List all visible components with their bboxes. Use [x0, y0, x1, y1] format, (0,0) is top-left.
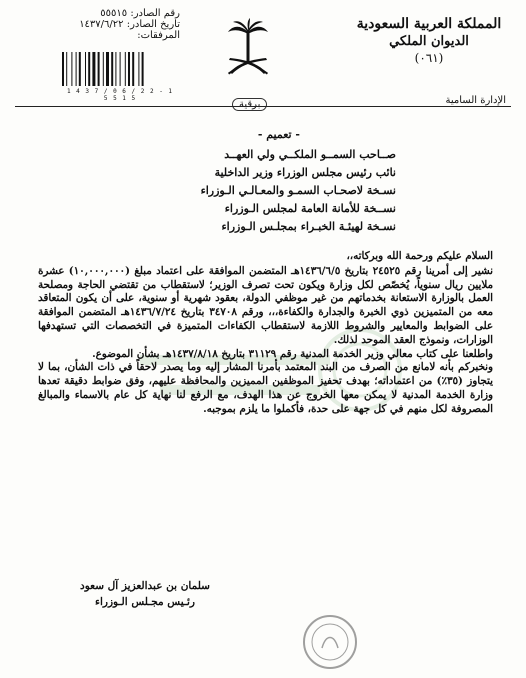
header-divider: [15, 106, 511, 107]
signature-block: [60, 578, 230, 610]
attachments-row: المرفقات:: [137, 30, 180, 41]
addressee-line: نائب رئيس مجلس الوزراء وزير الداخلية: [214, 166, 396, 179]
circular-label: - تعميم -: [257, 128, 300, 141]
attachments-label: المرفقات: [140, 30, 180, 41]
reference-number-label: رقم الصادر: [133, 8, 180, 19]
reference-date-row: تاريخ الصادر: ١٤٣٧/٦/٢٢: [79, 19, 180, 30]
barcode-icon: [60, 52, 178, 86]
greeting: السلام عليكم ورحمة الله وبركاته،،: [346, 250, 493, 262]
department-name: الإدارة السامية: [445, 95, 506, 106]
reference-block: [50, 8, 180, 41]
reference-date-label: تاريخ الصادر: [130, 19, 180, 30]
body-paragraph: نشير إلى أمرينا رقم ٢٤٥٢٥ بتاريخ ١٤٣٦/٦/٥هـ المتضمن الموافقة على اعتماد مبلغ (١٠,٠٠٠,٠٠٠) عشرة ملايين ريال سنوياً، يُخصّص لكل وزارة ويكون تحت تصرف الوزير؛ لاستقطاب من تقتضي الحاجة ومصلحة العمل بالوزارة الاستعانة بخدماتهم من غير موظفي الدولة، بعقود شهرية أو سنوية، على أن يكون المتعاقد معه من المتميزين ذوي الخبرة والجدارة والكفاءة،،، ورقم ٣٤٧٠٨ بتاريخ ١٤٣٦/٧/٢٤هـ المتضمن الموافقة على الضوابط والمعايير والشروط اللازمة لاستقطاب الكفاءات المتميزة في التخصصات التي تستهدفها الوزارات، ونموذج العقد الموحد لذلك.: [38, 264, 494, 346]
reference-number-row: رقم الصادر: ٥٥٥١٥: [100, 8, 180, 19]
kingdom-name: المملكة العربية السعودية: [356, 16, 502, 32]
saudi-emblem-icon: [226, 18, 270, 80]
office-code: (٠٦١): [414, 51, 444, 65]
body-paragraph: واطلعنا على كتاب معالي وزير الخدمة المدنية رقم ٣١١٢٩ بتاريخ ١٤٣٧/٨/١٨هـ بشأن الموضوع.: [92, 347, 493, 360]
signatory-title: رئـيس مجـلس الـوزراء: [95, 596, 195, 608]
body-paragraph: ونخبركم بأنه لامانع من الصرف من البند المعتمد بأمرنا المشار إليه وما يصدر لاحقاً في ذات الشأن، بما لا يتجاوز (٣٥٪) من اعتماداته؛ بهدف تحفيز الموظفين المميزين والمحافظة عليهم، وفق ضوابط دقيقة تعدها وزارة الخدمة المدنية لا يمكن معها الخروج عن هذا الهدف، مع الرفع لنا نهاية كل عام بالاسماء والمبالغ المصروفة لكل منهم في كل جهة على حدة، فأكملوا ما يلزم بموجبه.: [38, 361, 493, 415]
seal-icon: [300, 612, 360, 672]
addressee-line: نســخة للأمانة العامة لمجلس الـوزراء: [224, 202, 396, 215]
letter-body: [38, 250, 493, 417]
letterhead-right: [354, 16, 504, 67]
reference-number-value: ٥٥٥١٥: [100, 8, 128, 19]
addressee-line: نسـخة لاصحـاب السمـو والمعـالـي الـوزراء: [200, 184, 396, 197]
barcode-digits: 1 4 3 7 / 0 6 / 2 2 - 1 5 5 1 5: [66, 88, 174, 102]
signatory-name: سلمان بن عبدالعزيز آل سعود: [80, 580, 210, 592]
addressee-line: نسـخة لهيئـة الخبـراء بمجلـس الـوزراء: [221, 220, 396, 233]
cable-mark: برقية: [232, 98, 267, 111]
addressee-line: صــاحب السمــو الملكــي ولي العهــد: [224, 148, 396, 161]
reference-date-value: ١٤٣٧/٦/٢٢: [79, 19, 124, 30]
royal-court-name: الديوان الملكي: [389, 34, 469, 49]
